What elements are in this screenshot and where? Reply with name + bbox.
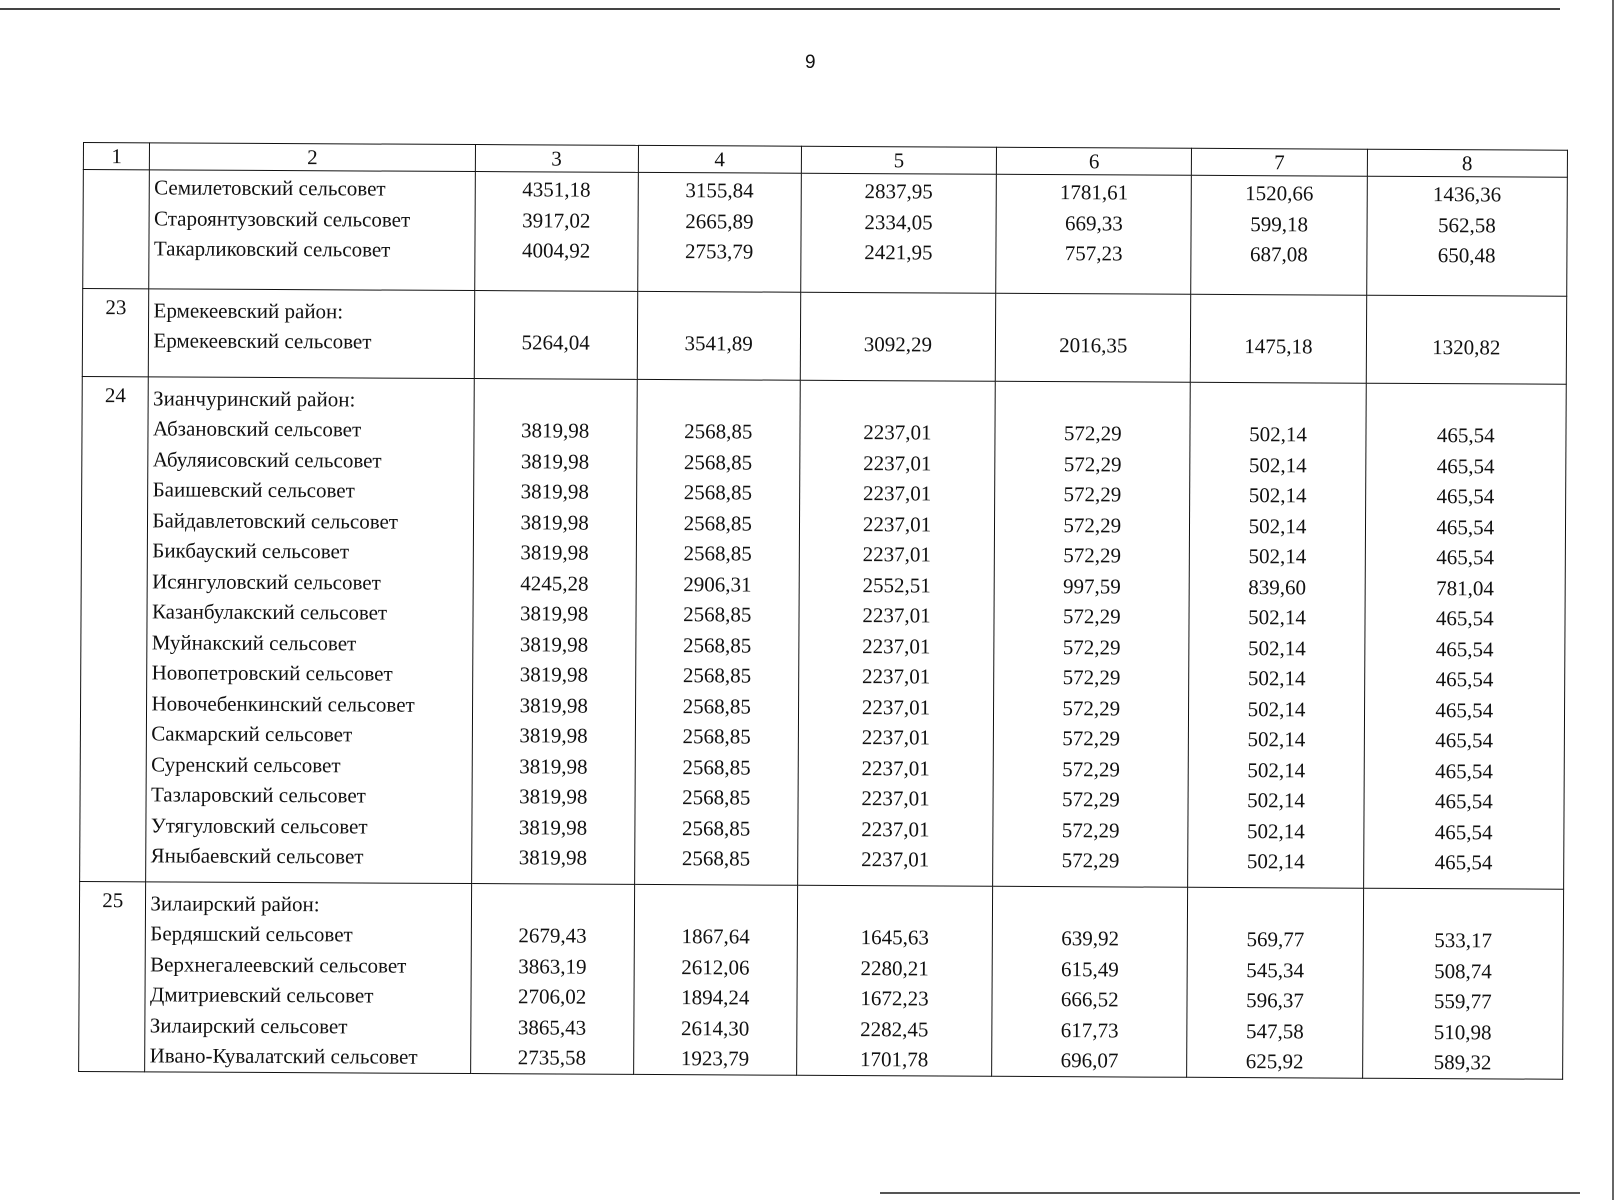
numeric-value: 572,29: [1061, 848, 1120, 873]
column-number: 2: [150, 143, 475, 172]
numeric-value: 650,48: [1437, 243, 1496, 268]
settlement-name: Такарликовский сельсовет: [153, 236, 391, 262]
numeric-value: 572,29: [1062, 756, 1120, 781]
numeric-value: 2568,85: [682, 693, 752, 719]
title-spacer: [637, 385, 799, 416]
settlement-name: Утягуловский сельсовет: [150, 812, 368, 838]
column-number: 3: [475, 145, 638, 173]
numeric-value: 465,54: [1435, 758, 1493, 783]
numeric-value: 3819,98: [519, 631, 589, 657]
title-spacer: [1191, 300, 1365, 331]
numeric-value: 465,54: [1436, 453, 1495, 478]
data-table: [78, 142, 1568, 1079]
value-cell-col-5: [800, 292, 996, 381]
numeric-value: 2706,02: [518, 984, 587, 1009]
title-spacer: [475, 297, 637, 328]
value-cell-col-4: [633, 884, 797, 1075]
value-cell-col-8: [1362, 888, 1563, 1079]
numeric-value: 4004,92: [521, 238, 591, 263]
district-title: Ермекеевский район:: [153, 297, 344, 323]
numeric-value: 3819,98: [518, 814, 588, 840]
numeric-value: 2237,01: [863, 420, 932, 445]
numeric-value: 2016,35: [1059, 333, 1128, 358]
numeric-value: 572,29: [1061, 787, 1120, 812]
value-cell-col-4: [637, 172, 801, 291]
numeric-value: 669,33: [1064, 210, 1123, 235]
numeric-value: 2237,01: [861, 816, 930, 841]
numeric-value: 2568,85: [681, 846, 751, 871]
numeric-value: 2568,85: [683, 510, 752, 536]
numeric-value: 465,54: [1434, 850, 1493, 875]
numeric-value: 2612,06: [681, 954, 750, 980]
numeric-value: 559,77: [1433, 989, 1492, 1014]
numeric-value: 547,58: [1245, 1018, 1304, 1043]
numeric-value: 465,54: [1436, 545, 1495, 570]
numeric-value: 1701,78: [859, 1047, 929, 1072]
numeric-value: 2568,85: [684, 419, 753, 444]
title-spacer: [638, 297, 800, 328]
value-cell-col-6: [996, 174, 1192, 294]
numeric-value: 502,14: [1248, 452, 1307, 477]
numeric-value: 2568,85: [682, 785, 751, 810]
column-number: 4: [638, 145, 801, 173]
numeric-value: 2837,95: [864, 179, 933, 204]
value-cell-col-7: [1191, 294, 1367, 383]
numeric-value: 572,29: [1062, 665, 1121, 690]
settlement-name: Семилетовский сельсовет: [154, 175, 386, 201]
value-cell-col-4: [637, 291, 801, 380]
numeric-value: 4245,28: [520, 570, 589, 596]
numeric-value: 2568,85: [682, 632, 752, 658]
title-spacer: [472, 890, 634, 921]
numeric-value: 2679,43: [518, 923, 587, 948]
numeric-value: 533,17: [1434, 928, 1493, 953]
numeric-value: 465,54: [1435, 606, 1494, 631]
numeric-value: 2753,79: [685, 239, 754, 264]
settlement-name: Ивано-Кувалатский сельсовет: [149, 1043, 418, 1069]
numeric-value: 1672,23: [860, 986, 929, 1011]
title-spacer: [1191, 388, 1365, 419]
numeric-value: 617,73: [1060, 1017, 1119, 1042]
title-spacer: [993, 892, 1187, 924]
scan-edge-right: [1612, 0, 1614, 1200]
title-spacer: [800, 386, 994, 418]
settlement-name: Казанбулакский сельсовет: [151, 599, 388, 625]
numeric-value: 2568,85: [683, 602, 752, 627]
numeric-value: 3819,98: [519, 753, 588, 779]
settlement-name: Дмитриевский сельсовет: [149, 982, 374, 1008]
numeric-value: 3819,98: [520, 601, 589, 626]
numeric-value: 1436,36: [1432, 182, 1502, 207]
title-spacer: [801, 298, 995, 330]
numeric-value: 465,54: [1435, 697, 1494, 722]
numeric-value: 572,29: [1063, 482, 1122, 507]
settlement-name: Ермекеевский сельсовет: [153, 328, 372, 354]
value-cell-col-5: [796, 885, 992, 1076]
settlement-name: Байдавлетовский сельсовет: [152, 507, 399, 534]
numeric-value: 5264,04: [521, 330, 590, 355]
settlement-name: Новопетровский сельсовет: [151, 660, 393, 686]
numeric-value: 1645,63: [860, 925, 930, 950]
numeric-value: 781,04: [1436, 575, 1494, 600]
table-row-group: [83, 170, 1568, 296]
numeric-value: 3819,98: [520, 509, 589, 535]
value-cell-col-3: [471, 378, 637, 884]
numeric-value: 502,14: [1247, 696, 1306, 721]
value-cell-col-7: [1187, 887, 1363, 1078]
row-index: 25: [79, 881, 146, 1071]
value-cell-col-8: [1363, 383, 1566, 889]
column-number: 8: [1367, 149, 1568, 177]
column-number: 5: [801, 146, 996, 174]
numeric-value: 465,54: [1436, 514, 1495, 539]
numeric-value: 502,14: [1247, 757, 1306, 782]
numeric-value: 2282,45: [860, 1016, 929, 1041]
title-spacer: [635, 890, 797, 921]
numeric-value: 3092,29: [863, 332, 933, 357]
numeric-value: 997,59: [1063, 573, 1121, 598]
numeric-value: 2568,85: [682, 754, 751, 780]
value-cell-col-7: [1188, 382, 1366, 888]
numeric-value: 3819,98: [520, 418, 590, 443]
value-cell-col-6: [992, 886, 1188, 1077]
settlement-name: Баишевский сельсовет: [152, 477, 355, 503]
numeric-value: 502,14: [1249, 422, 1307, 447]
scan-edge-bottom: [880, 1192, 1580, 1194]
name-cell: [149, 288, 475, 378]
numeric-value: 3865,43: [517, 1014, 587, 1040]
numeric-value: 502,14: [1246, 818, 1305, 843]
numeric-value: 572,29: [1062, 604, 1121, 629]
numeric-value: 572,29: [1062, 695, 1121, 720]
column-number: 1: [83, 143, 150, 170]
numeric-value: 465,54: [1436, 484, 1495, 509]
numeric-value: 3155,84: [685, 178, 754, 203]
settlement-name: Зилаирский сельсовет: [149, 1012, 348, 1038]
numeric-value: 666,52: [1060, 987, 1119, 1012]
numeric-value: 2237,01: [861, 694, 931, 719]
numeric-value: 2735,58: [517, 1045, 587, 1070]
title-spacer: [1366, 389, 1566, 421]
column-number: 7: [1192, 148, 1367, 176]
numeric-value: 3819,98: [519, 692, 588, 718]
district-title: Зилаирский район:: [150, 890, 320, 916]
numeric-value: 2280,21: [860, 955, 929, 980]
value-cell-col-8: [1366, 176, 1567, 296]
numeric-value: 1781,61: [1059, 180, 1129, 205]
numeric-value: 3819,98: [519, 723, 588, 748]
title-spacer: [996, 387, 1190, 419]
numeric-value: 502,14: [1247, 788, 1306, 813]
settlement-name: Новочебенкинский сельсовет: [151, 690, 415, 717]
value-cell-col-8: [1366, 295, 1567, 384]
title-spacer: [798, 891, 992, 923]
numeric-value: 599,18: [1250, 211, 1309, 236]
numeric-value: 465,54: [1434, 819, 1493, 844]
numeric-value: 572,29: [1063, 451, 1122, 476]
table-row-group: [82, 288, 1566, 384]
numeric-value: 2237,01: [862, 603, 931, 628]
numeric-value: 3819,98: [520, 540, 589, 565]
numeric-value: 502,14: [1248, 544, 1307, 569]
numeric-value: 2568,85: [682, 724, 751, 749]
numeric-value: 465,54: [1435, 636, 1494, 661]
numeric-value: 2421,95: [864, 240, 933, 265]
numeric-value: 2237,01: [863, 450, 932, 475]
numeric-value: 502,14: [1247, 727, 1306, 752]
numeric-value: 2237,01: [861, 786, 930, 811]
numeric-value: 1320,82: [1432, 335, 1501, 360]
numeric-value: 2552,51: [862, 572, 931, 597]
numeric-value: 3863,19: [518, 953, 587, 979]
numeric-value: 4351,18: [522, 177, 591, 202]
numeric-value: 3819,98: [520, 479, 590, 504]
settlement-name: Исянгуловский сельсовет: [152, 568, 381, 595]
numeric-value: 2237,01: [861, 847, 930, 872]
settlement-name: Сакмарский сельсовет: [151, 721, 353, 747]
scan-edge-top: [0, 8, 1560, 10]
numeric-value: 545,34: [1246, 957, 1305, 982]
numeric-value: 757,23: [1064, 241, 1123, 266]
numeric-value: 508,74: [1434, 958, 1492, 983]
numeric-value: 572,29: [1062, 634, 1121, 659]
value-cell-col-6: [993, 381, 1191, 887]
numeric-value: 2237,01: [862, 633, 931, 658]
numeric-value: 502,14: [1246, 849, 1305, 874]
numeric-value: 2614,30: [680, 1015, 750, 1041]
numeric-value: 502,14: [1248, 513, 1307, 538]
value-cell-col-3: [474, 172, 638, 291]
numeric-value: 3819,98: [518, 845, 588, 870]
numeric-value: 2237,01: [862, 481, 932, 506]
numeric-value: 1923,79: [680, 1046, 750, 1071]
numeric-value: 3819,98: [519, 662, 589, 687]
settlement-name: Муйнакский сельсовет: [151, 629, 357, 655]
numeric-value: 465,54: [1434, 789, 1493, 814]
numeric-value: 2568,85: [683, 480, 753, 505]
table-row-group: [79, 881, 1564, 1079]
settlement-name: Абзановский сельсовет: [152, 416, 362, 442]
numeric-value: 2568,85: [683, 449, 753, 475]
numeric-value: 2568,85: [682, 663, 752, 688]
value-cell-col-5: [801, 173, 997, 293]
numeric-value: 2237,01: [861, 725, 931, 750]
numeric-value: 2237,01: [861, 755, 930, 780]
settlement-name: Тазларовский сельсовет: [150, 782, 366, 808]
numeric-value: 3541,89: [684, 331, 753, 356]
numeric-value: 465,54: [1436, 423, 1495, 448]
settlement-name: Бикбауский сельсовет: [152, 538, 350, 564]
name-cell: [146, 376, 474, 883]
name-cell: [145, 881, 471, 1073]
settlement-name: Суренский сельсовет: [151, 751, 341, 777]
numeric-value: 625,92: [1245, 1049, 1304, 1074]
numeric-value: 502,14: [1247, 666, 1306, 691]
settlement-name: Абуляисовский сельсовет: [152, 446, 382, 473]
numeric-value: 1867,64: [681, 924, 750, 949]
numeric-value: 687,08: [1250, 242, 1308, 267]
numeric-value: 572,29: [1063, 543, 1122, 568]
settlement-name: Яныбаевский сельсовет: [150, 843, 364, 869]
settlement-name: Верхнегалеевский сельсовет: [150, 951, 407, 978]
numeric-value: 2237,01: [862, 511, 932, 536]
numeric-value: 510,98: [1433, 1019, 1492, 1044]
value-cell-col-3: [474, 290, 638, 379]
numeric-value: 696,07: [1060, 1048, 1119, 1073]
numeric-value: 572,29: [1063, 512, 1122, 537]
numeric-value: 2665,89: [685, 208, 754, 234]
numeric-value: 562,58: [1437, 212, 1496, 237]
numeric-value: 572,29: [1062, 726, 1121, 751]
numeric-value: 465,54: [1435, 667, 1494, 692]
district-title: Зианчуринский район:: [153, 385, 356, 411]
value-cell-col-3: [470, 883, 634, 1074]
title-spacer: [1367, 301, 1567, 333]
numeric-value: 2334,05: [864, 209, 933, 234]
numeric-value: 502,14: [1248, 483, 1307, 508]
value-cell-col-5: [797, 380, 995, 886]
numeric-value: 596,37: [1246, 988, 1304, 1013]
numeric-value: 502,14: [1247, 635, 1306, 660]
numeric-value: 2237,01: [861, 664, 931, 689]
name-cell: [149, 170, 475, 290]
value-cell-col-6: [995, 293, 1191, 382]
numeric-value: 839,60: [1248, 574, 1307, 599]
numeric-value: 3819,98: [520, 448, 590, 474]
numeric-value: 3819,98: [519, 784, 588, 809]
title-spacer: [996, 299, 1190, 331]
numeric-value: 569,77: [1246, 927, 1305, 952]
settlement-name: Староянтузовский сельсовет: [153, 205, 411, 232]
numeric-value: 589,32: [1433, 1050, 1492, 1075]
numeric-value: 1894,24: [681, 985, 750, 1010]
numeric-value: 1475,18: [1244, 334, 1313, 359]
numeric-value: 615,49: [1061, 956, 1119, 981]
numeric-value: 572,29: [1061, 817, 1120, 842]
row-index: [83, 170, 150, 289]
numeric-value: 465,54: [1435, 728, 1494, 753]
numeric-value: 2568,85: [683, 541, 752, 566]
value-cell-col-4: [634, 379, 800, 885]
numeric-value: 639,92: [1061, 926, 1120, 951]
numeric-value: 2568,85: [681, 815, 751, 841]
numeric-value: 2906,31: [683, 571, 752, 597]
numeric-value: 502,14: [1248, 605, 1306, 630]
page-number: 9: [805, 52, 816, 73]
numeric-value: 3917,02: [522, 207, 591, 233]
title-spacer: [1188, 893, 1362, 924]
row-index: 23: [82, 288, 149, 376]
settlement-name: Бердяшский сельсовет: [150, 921, 353, 947]
value-cell-col-7: [1191, 175, 1367, 294]
row-index: 24: [80, 376, 149, 881]
column-number: 6: [996, 147, 1191, 175]
title-spacer: [474, 385, 636, 416]
numeric-value: 2237,01: [862, 542, 932, 567]
table-row-group: [80, 376, 1567, 889]
numeric-value: 572,29: [1063, 421, 1122, 446]
title-spacer: [1364, 894, 1564, 926]
numeric-value: 1520,66: [1245, 181, 1314, 206]
